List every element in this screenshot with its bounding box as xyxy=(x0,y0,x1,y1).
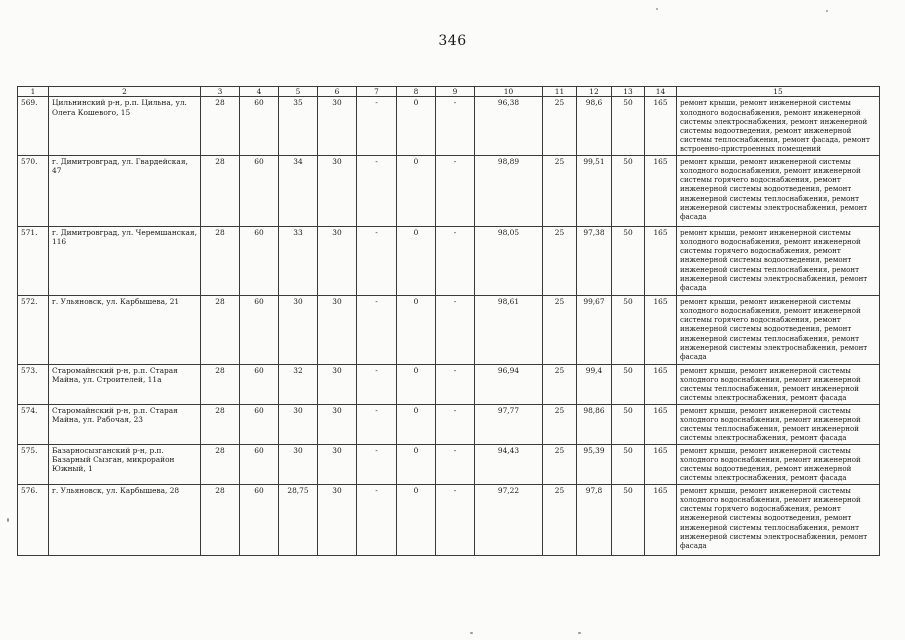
column-header: 2 xyxy=(49,87,201,97)
row-number: 571. xyxy=(18,226,49,295)
column-header: 1 xyxy=(18,87,49,97)
value-cell: - xyxy=(357,295,397,364)
table-row xyxy=(18,155,880,226)
address-cell: Базарносызганский р-н, р.п. Базарный Сызган, микрорайон Южный, 1 xyxy=(49,444,201,484)
scan-speck xyxy=(470,632,473,634)
value-cell: - xyxy=(436,364,475,404)
value-cell: 30 xyxy=(318,295,357,364)
value-cell: 60 xyxy=(240,364,279,404)
scan-speck xyxy=(656,8,658,10)
value-cell: 165 xyxy=(645,226,677,295)
value-cell: 28 xyxy=(201,444,240,484)
value-cell: 50 xyxy=(612,364,645,404)
value-cell: - xyxy=(436,484,475,555)
value-cell: 60 xyxy=(240,97,279,155)
value-cell: - xyxy=(357,404,397,444)
value-cell: 99,51 xyxy=(577,155,612,226)
value-cell: 33 xyxy=(279,226,318,295)
value-cell: 34 xyxy=(279,155,318,226)
value-cell: 50 xyxy=(612,404,645,444)
column-header: 11 xyxy=(543,87,577,97)
column-header: 15 xyxy=(677,87,880,97)
address-cell: г. Ульяновск, ул. Карбышева, 21 xyxy=(49,295,201,364)
value-cell: 50 xyxy=(612,155,645,226)
value-cell: 28 xyxy=(201,97,240,155)
value-cell: 98,89 xyxy=(475,155,543,226)
register-table xyxy=(17,86,880,556)
value-cell: 28 xyxy=(201,295,240,364)
table-row xyxy=(18,484,880,555)
value-cell: 25 xyxy=(543,226,577,295)
row-number: 574. xyxy=(18,404,49,444)
column-header: 3 xyxy=(201,87,240,97)
value-cell: 30 xyxy=(318,226,357,295)
row-number: 570. xyxy=(18,155,49,226)
value-cell: 97,77 xyxy=(475,404,543,444)
value-cell: 99,67 xyxy=(577,295,612,364)
value-cell: - xyxy=(436,444,475,484)
scan-speck xyxy=(578,632,581,634)
value-cell: 97,8 xyxy=(577,484,612,555)
value-cell: 165 xyxy=(645,484,677,555)
value-cell: 165 xyxy=(645,444,677,484)
works-cell: ремонт крыши, ремонт инженерной системы холодного водоснабжения, ремонт инженерной системы теплоснабжения, ремонт инженерной системы электроснабжения, ремонт фасада xyxy=(677,404,880,444)
column-header: 7 xyxy=(357,87,397,97)
value-cell: 50 xyxy=(612,226,645,295)
value-cell: 165 xyxy=(645,404,677,444)
row-number: 573. xyxy=(18,364,49,404)
value-cell: 0 xyxy=(397,97,436,155)
row-number: 575. xyxy=(18,444,49,484)
value-cell: - xyxy=(357,97,397,155)
value-cell: 0 xyxy=(397,226,436,295)
address-cell: г. Ульяновск, ул. Карбышева, 28 xyxy=(49,484,201,555)
value-cell: - xyxy=(357,226,397,295)
value-cell: 25 xyxy=(543,444,577,484)
value-cell: - xyxy=(357,155,397,226)
value-cell: - xyxy=(436,404,475,444)
address-cell: г. Димитровград, ул. Черемшанская, 116 xyxy=(49,226,201,295)
value-cell: 28 xyxy=(201,226,240,295)
value-cell: 28 xyxy=(201,155,240,226)
value-cell: 98,61 xyxy=(475,295,543,364)
table-row xyxy=(18,226,880,295)
value-cell: 25 xyxy=(543,404,577,444)
value-cell: 98,05 xyxy=(475,226,543,295)
value-cell: 95,39 xyxy=(577,444,612,484)
works-cell: ремонт крыши, ремонт инженерной системы холодного водоснабжения, ремонт инженерной системы горячего водоснабжения, ремонт инженерной системы водоотведения, ремонт инженерной системы теплоснабжения, ремонт инженерной системы электроснабжения, ремонт фасада xyxy=(677,484,880,555)
value-cell: 97,38 xyxy=(577,226,612,295)
value-cell: - xyxy=(436,97,475,155)
table-row xyxy=(18,444,880,484)
value-cell: - xyxy=(357,484,397,555)
column-header: 9 xyxy=(436,87,475,97)
value-cell: 99,4 xyxy=(577,364,612,404)
value-cell: 94,43 xyxy=(475,444,543,484)
value-cell: 0 xyxy=(397,444,436,484)
value-cell: 0 xyxy=(397,484,436,555)
works-cell: ремонт крыши, ремонт инженерной системы холодного водоснабжения, ремонт инженерной системы горячего водоснабжения, ремонт инженерной системы водоотведения, ремонт инженерной системы теплоснабжения, ремонт инженерной системы электроснабжения, ремонт фасада xyxy=(677,226,880,295)
value-cell: 50 xyxy=(612,295,645,364)
value-cell: 60 xyxy=(240,404,279,444)
value-cell: - xyxy=(357,364,397,404)
table-row xyxy=(18,364,880,404)
value-cell: 98,6 xyxy=(577,97,612,155)
table-row xyxy=(18,295,880,364)
value-cell: 25 xyxy=(543,295,577,364)
value-cell: 165 xyxy=(645,155,677,226)
value-cell: 30 xyxy=(318,404,357,444)
works-cell: ремонт крыши, ремонт инженерной системы холодного водоснабжения, ремонт инженерной системы водоотведения, ремонт инженерной системы электроснабжения, ремонт фасада xyxy=(677,444,880,484)
value-cell: 60 xyxy=(240,484,279,555)
value-cell: 98,86 xyxy=(577,404,612,444)
value-cell: 28,75 xyxy=(279,484,318,555)
value-cell: 32 xyxy=(279,364,318,404)
works-cell: ремонт крыши, ремонт инженерной системы холодного водоснабжения, ремонт инженерной системы горячего водоснабжения, ремонт инженерной системы водоотведения, ремонт инженерной системы теплоснабжения, ремонт инженерной системы электроснабжения, ремонт фасада xyxy=(677,295,880,364)
scan-speck xyxy=(7,518,9,522)
address-cell: Старомайнский р-н, р.п. Старая Майна, ул. Строителей, 11а xyxy=(49,364,201,404)
column-header: 12 xyxy=(577,87,612,97)
value-cell: 30 xyxy=(279,444,318,484)
works-cell: ремонт крыши, ремонт инженерной системы холодного водоснабжения, ремонт инженерной системы горячего водоснабжения, ремонт инженерной системы водоотведения, ремонт инженерной системы теплоснабжения, ремонт инженерной системы электроснабжения, ремонт фасада xyxy=(677,155,880,226)
column-number-header-row xyxy=(18,87,880,97)
works-cell: ремонт крыши, ремонт инженерной системы холодного водоснабжения, ремонт инженерной системы теплоснабжения, ремонт инженерной системы электроснабжения, ремонт фасада xyxy=(677,364,880,404)
value-cell: 25 xyxy=(543,364,577,404)
value-cell: 60 xyxy=(240,226,279,295)
value-cell: 0 xyxy=(397,364,436,404)
value-cell: 0 xyxy=(397,404,436,444)
scan-speck xyxy=(826,10,828,12)
address-cell: Цильнинский р-н, р.п. Цильна, ул. Олега Кошевого, 15 xyxy=(49,97,201,155)
value-cell: 30 xyxy=(318,97,357,155)
value-cell: 60 xyxy=(240,155,279,226)
column-header: 14 xyxy=(645,87,677,97)
value-cell: 0 xyxy=(397,295,436,364)
table-row xyxy=(18,404,880,444)
column-header: 13 xyxy=(612,87,645,97)
value-cell: 28 xyxy=(201,364,240,404)
value-cell: 165 xyxy=(645,97,677,155)
value-cell: 50 xyxy=(612,484,645,555)
row-number: 572. xyxy=(18,295,49,364)
value-cell: 35 xyxy=(279,97,318,155)
value-cell: 28 xyxy=(201,484,240,555)
value-cell: 165 xyxy=(645,364,677,404)
address-cell: Старомайнский р-н, р.п. Старая Майна, ул. Рабочая, 23 xyxy=(49,404,201,444)
value-cell: 25 xyxy=(543,97,577,155)
value-cell: 25 xyxy=(543,155,577,226)
value-cell: 30 xyxy=(318,364,357,404)
value-cell: 30 xyxy=(279,404,318,444)
value-cell: 165 xyxy=(645,295,677,364)
value-cell: 0 xyxy=(397,155,436,226)
value-cell: 50 xyxy=(612,444,645,484)
value-cell: 30 xyxy=(279,295,318,364)
value-cell: 28 xyxy=(201,404,240,444)
works-cell: ремонт крыши, ремонт инженерной системы холодного водоснабжения, ремонт инженерной системы электроснабжения, ремонт инженерной системы водоотведения, ремонт инженерной системы теплоснабжения, ремонт фасада, ремонт встроенно-пристроенных помещений xyxy=(677,97,880,155)
row-number: 569. xyxy=(18,97,49,155)
value-cell: 60 xyxy=(240,295,279,364)
value-cell: - xyxy=(436,295,475,364)
table-row xyxy=(18,97,880,155)
value-cell: 30 xyxy=(318,155,357,226)
value-cell: 30 xyxy=(318,444,357,484)
value-cell: - xyxy=(436,155,475,226)
value-cell: 96,38 xyxy=(475,97,543,155)
value-cell: 60 xyxy=(240,444,279,484)
value-cell: 25 xyxy=(543,484,577,555)
page-number: 346 xyxy=(438,33,467,49)
value-cell: - xyxy=(357,444,397,484)
column-header: 5 xyxy=(279,87,318,97)
row-number: 576. xyxy=(18,484,49,555)
value-cell: 96,94 xyxy=(475,364,543,404)
column-header: 8 xyxy=(397,87,436,97)
value-cell: 30 xyxy=(318,484,357,555)
value-cell: 97,22 xyxy=(475,484,543,555)
address-cell: г. Димитровград, ул. Гвардейская, 47 xyxy=(49,155,201,226)
value-cell: 50 xyxy=(612,97,645,155)
value-cell: - xyxy=(436,226,475,295)
column-header: 10 xyxy=(475,87,543,97)
column-header: 6 xyxy=(318,87,357,97)
column-header: 4 xyxy=(240,87,279,97)
